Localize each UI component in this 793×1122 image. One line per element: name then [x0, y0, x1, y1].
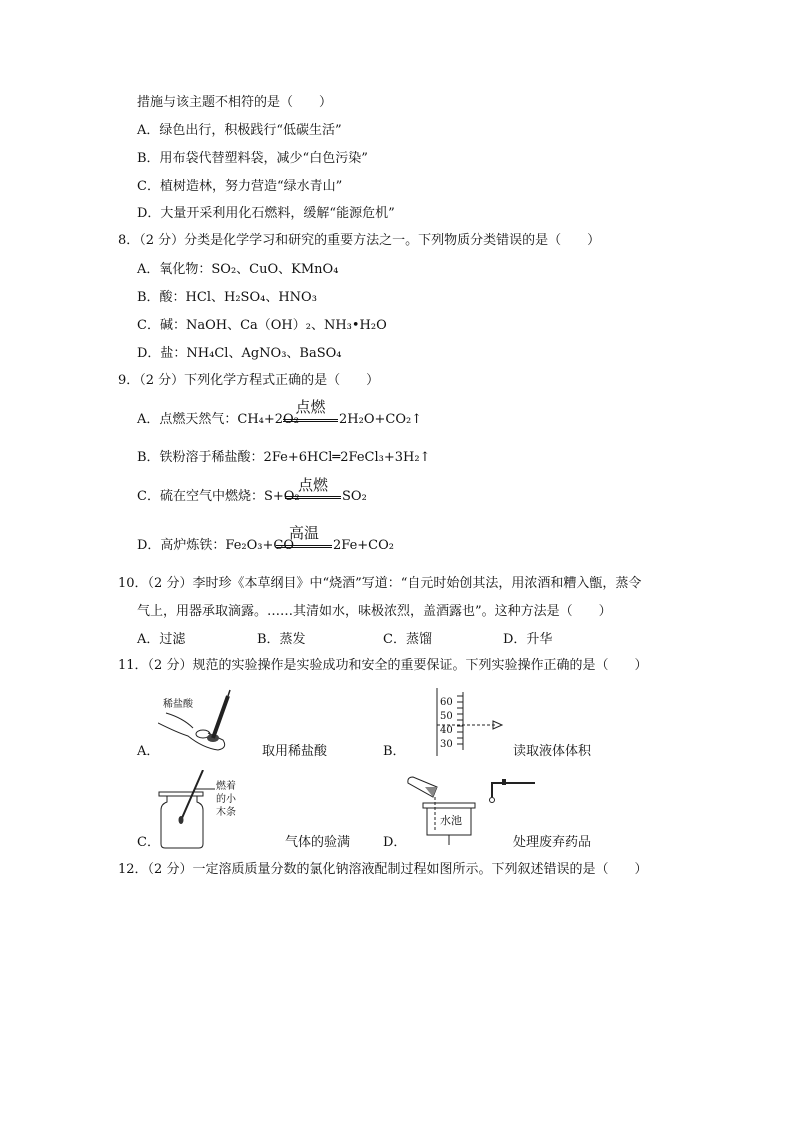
question-stem: 8．（2 分）分类是化学学习和研究的重要方法之一。下列物质分类错误的是（ ） — [118, 233, 601, 248]
question-stem: 11．（2 分）规范的实验操作是实验成功和安全的重要保证。下列实验操作正确的是（ ） — [118, 658, 648, 673]
option-d-letter: D． — [383, 835, 407, 850]
option-b: B．用布袋代替塑料袋，减少“白色污染” — [137, 151, 368, 166]
option-d-caption: 处理废弃药品 — [513, 835, 592, 850]
option-b: B．酸：HCl、H₂SO₄、HNO₃ — [137, 290, 317, 305]
option-b: B．蒸发 — [257, 632, 306, 647]
option-a: A．过滤 — [137, 632, 186, 647]
gas-bottle-figure — [155, 770, 225, 850]
option-c-right: SO₂ — [342, 489, 367, 504]
option-b-letter: B． — [383, 744, 406, 759]
option-b-caption: 读取液体体积 — [513, 744, 592, 759]
option-d-left: D．高炉炼铁：Fe₂O₃+CO — [137, 538, 295, 553]
option-a-right: 2H₂O+CO₂↑ — [339, 412, 423, 427]
option-d: D．大量开采利用化石燃料，缓解“能源危机” — [137, 206, 395, 221]
question-stem: 9．（2 分）下列化学方程式正确的是（ ） — [118, 373, 380, 388]
dropper-label: 稀盐酸 — [163, 699, 193, 710]
option-c: C．碱：NaOH、Ca（OH）₂、NH₃•H₂O — [137, 318, 387, 333]
option-a-letter: A． — [137, 744, 160, 759]
option-a: A．绿色出行，积极践行“低碳生活” — [137, 123, 342, 138]
option-a-caption: 取用稀盐酸 — [262, 744, 328, 759]
option-d: D．升华 — [503, 632, 553, 647]
condition-label: 点燃 — [295, 398, 326, 416]
option-d-right: 2Fe+CO₂ — [333, 538, 394, 553]
option-c: C．蒸馏 — [383, 632, 432, 647]
question-stem: 措施与该主题不相符的是（ ） — [137, 95, 333, 110]
question-stem: 10．（2 分）李时珍《本草纲目》中“烧酒”写道：“自元时始创其法，用浓酒和糟入甑，蒸令 — [118, 576, 642, 591]
equation-bar — [283, 419, 338, 422]
splint-label: 燃着 的小 木条 — [216, 781, 236, 818]
graduated-cylinder-figure — [405, 688, 505, 758]
option-c-letter: C． — [137, 835, 160, 850]
option-a-left: A．点燃天然气：CH₄+2O₂ — [137, 412, 299, 427]
option-c-caption: 气体的验满 — [285, 835, 351, 850]
option-b: B．铁粉溶于稀盐酸：2Fe+6HCl═2FeCl₃+3H₂↑ — [137, 450, 431, 465]
condition-label: 点燃 — [297, 476, 328, 494]
question-stem-cont: 气上，用器承取滴露。……其清如水，味极浓烈，盖酒露也”。这种方法是（ ） — [137, 604, 612, 619]
condition-label: 高温 — [288, 524, 319, 542]
option-c-left: C．硫在空气中燃烧：S+O₂ — [137, 489, 300, 504]
question-stem: 12．（2 分）一定溶质质量分数的氯化钠溶液配制过程如图所示。下列叙述错误的是（ ） — [118, 862, 648, 877]
sink-label: 水池 — [440, 814, 462, 827]
option-a: A．氧化物：SO₂、CuO、KMnO₄ — [137, 262, 339, 277]
option-c: C．植树造林，努力营造“绿水青山” — [137, 179, 343, 194]
option-d: D．盐：NH₄Cl、AgNO₃、BaSO₄ — [137, 346, 342, 361]
cylinder-scale: 60 50 40 30 — [440, 697, 453, 750]
